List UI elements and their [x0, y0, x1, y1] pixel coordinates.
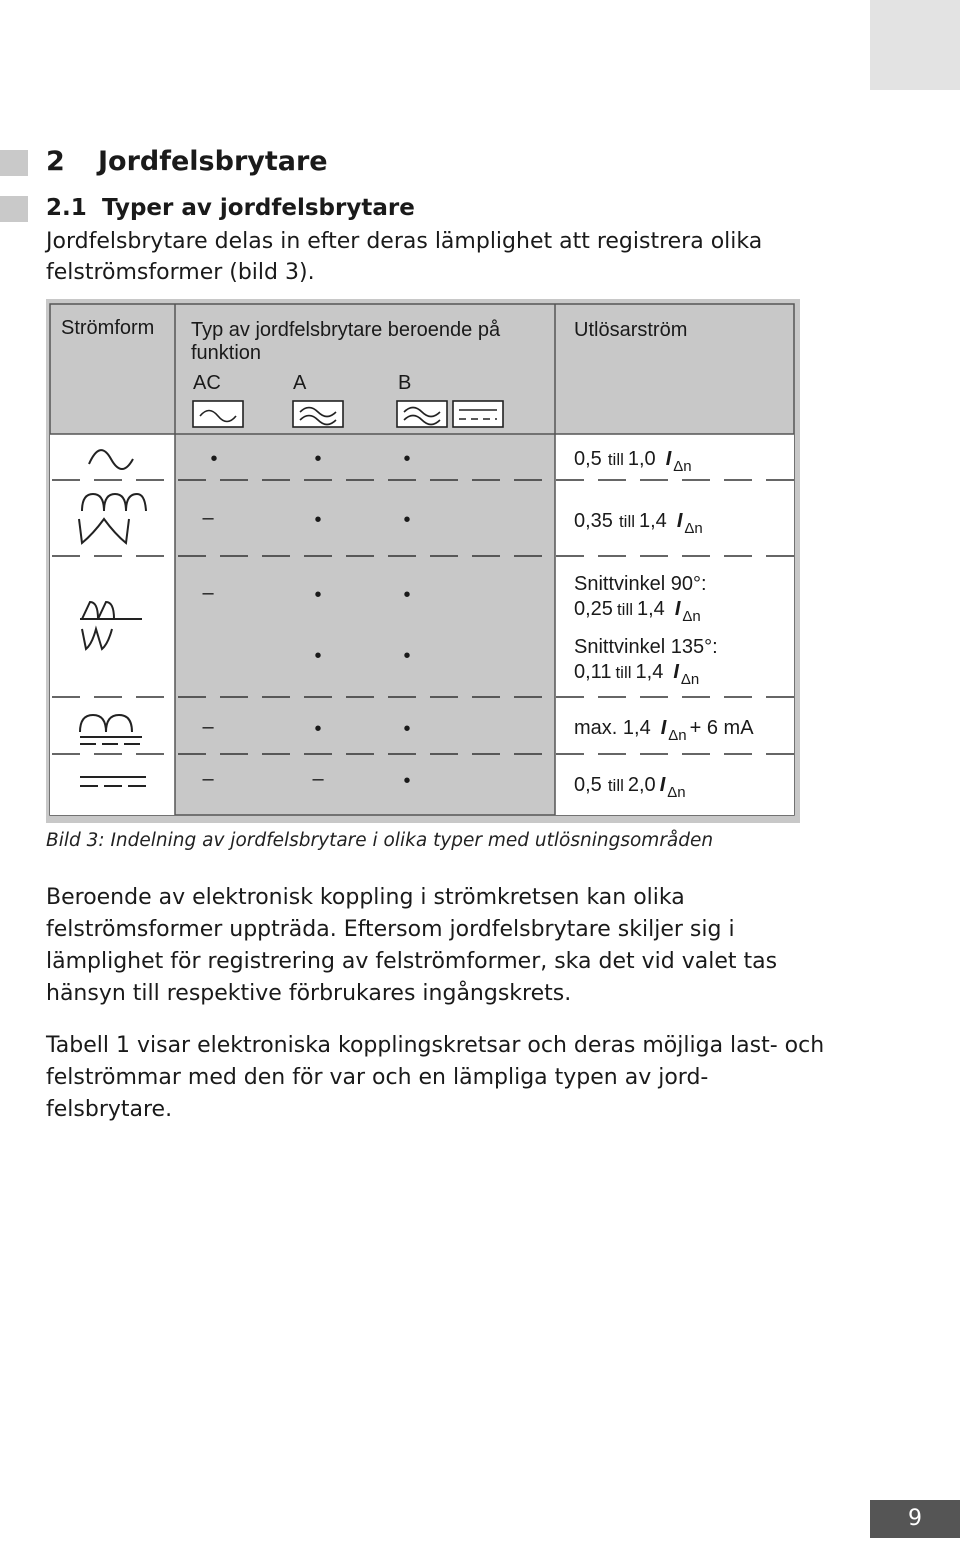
- row3-angle1-label: Snittvinkel 90°:: [574, 573, 707, 595]
- row2-trip-current: 0,35 till 1,4 I Δn: [574, 510, 703, 537]
- intro-text: Jordfelsbrytare delas in efter deras lämplighet att registrera olika felströmsformer (bild 3).: [46, 229, 763, 285]
- body-paragraph-2: Tabell 1 visar elektroniska kopplingskretsar och deras möjliga last- och felströmmar med den för var och en lämpliga typen av jord- felsbrytare.: [46, 1033, 825, 1122]
- row3-ac-mark: –: [202, 582, 214, 604]
- dc-symbol-icon: [453, 401, 503, 427]
- row3-b2-mark: •: [403, 645, 411, 667]
- row4-ac-mark: –: [202, 716, 214, 738]
- ac-type-symbol-icon: [193, 401, 243, 427]
- row1-b-mark: •: [403, 448, 411, 470]
- row3-b-mark: •: [403, 584, 411, 606]
- row2-b-mark: •: [403, 509, 411, 531]
- row3-a2-mark: •: [314, 645, 322, 667]
- type-b-label: B: [398, 372, 412, 394]
- row4-a-mark: •: [314, 718, 322, 740]
- col-header-waveform: Strömform: [61, 317, 155, 339]
- row4-trip-current: max. 1,4 I Δn + 6 mA: [574, 717, 754, 744]
- b-type-symbol-icon: [397, 401, 447, 427]
- col-header-type-line2: funktion: [191, 342, 262, 364]
- row2-ac-mark: –: [202, 507, 214, 529]
- subsection-heading: [46, 195, 415, 221]
- body-paragraph-1: Beroende av elektronisk koppling i strömkretsen kan olika felströmsformer uppträda. Eftersom jordfelsbrytare skiljer sig i lämplighet för registrering av felströmformer, ska det vid valet tas hänsyn till respektive förbrukares ingångskrets.: [46, 885, 778, 1006]
- row2-a-mark: •: [314, 509, 322, 531]
- figure-caption: Bild 3: Indelning av jordfelsbrytare i olika typer med utlösningsområden: [46, 830, 714, 851]
- row1-trip-current: 0,5 till 1,0 I Δn: [574, 448, 692, 475]
- rcd-type-table: [46, 299, 800, 823]
- col-header-trip-current: Utlösarström: [574, 319, 688, 341]
- corner-tab: [870, 0, 960, 90]
- subsection-number: 2.1: [46, 195, 87, 221]
- row5-ac-mark: –: [202, 768, 214, 790]
- section-number: 2: [46, 146, 65, 177]
- row1-a-mark: •: [314, 448, 322, 470]
- row5-trip-current: 0,5 till 2,0 I Δn: [574, 774, 686, 801]
- row3-trip-current-90: 0,25 till 1,4 I Δn: [574, 598, 701, 625]
- row3-angle2-label: Snittvinkel 135°:: [574, 636, 718, 658]
- row3-a-mark: •: [314, 584, 322, 606]
- section-heading: [46, 146, 328, 177]
- section-title: Jordfelsbrytare: [98, 146, 328, 177]
- page-number: 9: [870, 1500, 960, 1538]
- row3-trip-current-135: 0,11 till 1,4 I Δn: [574, 661, 700, 688]
- subheading-marker: [0, 196, 28, 222]
- waveform-column: [50, 434, 175, 815]
- heading-marker: [0, 150, 28, 176]
- trip-current-column: [555, 434, 794, 815]
- type-ac-label: AC: [193, 372, 221, 394]
- row1-ac-mark: •: [210, 448, 218, 470]
- row5-b-mark: •: [403, 770, 411, 792]
- row5-a-mark: –: [312, 768, 324, 790]
- row4-b-mark: •: [403, 718, 411, 740]
- subsection-title: Typer av jordfelsbrytare: [102, 195, 415, 221]
- col-header-type-line1: Typ av jordfelsbrytare beroende på: [191, 319, 501, 341]
- a-type-symbol-icon: [293, 401, 343, 427]
- rcd-type-figure: [46, 299, 800, 823]
- type-a-label: A: [293, 372, 307, 394]
